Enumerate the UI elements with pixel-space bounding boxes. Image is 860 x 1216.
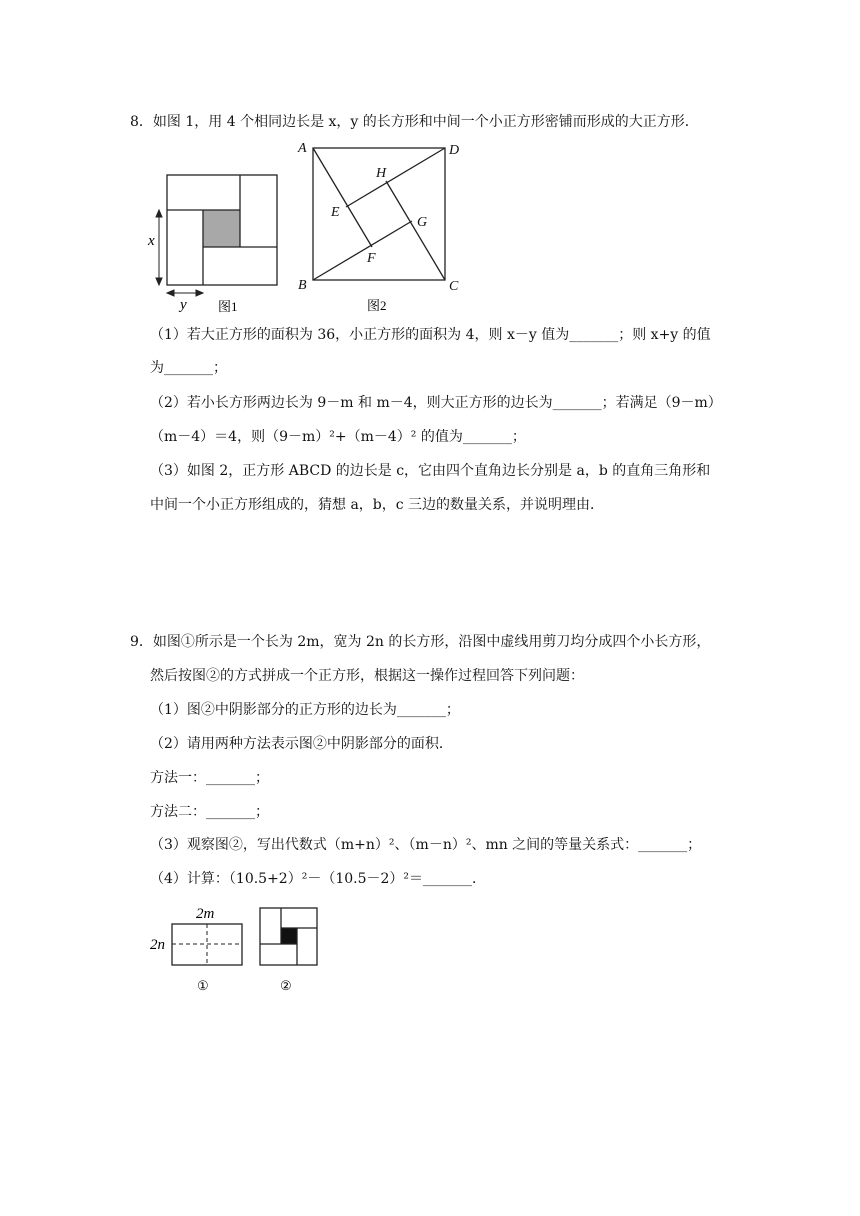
q9-stem-line1: 9．如图①所示是一个长为 2m，宽为 2n 的长方形，沿图中虚线用剪刀均分成四个小长方形， (130, 634, 711, 650)
q8-stem: 8．如图 1，用 4 个相同边长是 x，y 的长方形和中间一个小正方形密铺而形成的大正方形． (130, 114, 699, 130)
q9-part1: （1）图②中阴影部分的正方形的边长为_______； (150, 702, 460, 718)
q8-part1-line2: 为_______； (150, 360, 227, 376)
q8-part3-line2: 中间一个小正方形组成的，猜想 a，b，c 三边的数量关系，并说明理由． (150, 497, 605, 513)
q9-part2: （2）请用两种方法表示图②中阴影部分的面积． (150, 736, 453, 752)
circled-1-caption: ① (197, 978, 209, 993)
q9-method1: 方法一：_______； (150, 770, 269, 786)
q9-part4: （4）计算：（10.5+2）²－（10.5－2）²＝_______． (150, 871, 487, 887)
q8-figure-2 (290, 135, 480, 319)
label-x: x (148, 233, 155, 249)
vertex-b: B (298, 278, 307, 293)
label-y: y (180, 297, 187, 313)
vertex-d: D (449, 143, 460, 158)
q9-figure-2 (255, 900, 330, 999)
q8-figure-1 (140, 165, 290, 319)
circled-2-caption: ② (280, 978, 292, 993)
q8-part2-line1: （2）若小长方形两边长为 9－m 和 m－4，则大正方形的边长为_______；若满足（9－m） (150, 395, 722, 411)
shaded-center-square (281, 928, 297, 944)
q8-part1-line1: （1）若大正方形的面积为 36，小正方形的面积为 4，则 x－y 值为_______；则 x+y 的值 (150, 327, 711, 343)
label-2m: 2m (196, 906, 215, 922)
q8-part3-line1: （3）如图 2，正方形 ABCD 的边长是 c，它由四个直角边长分别是 a，b 的直角三角形和 (150, 463, 711, 479)
q9-stem-line2: 然后按图②的方式拼成一个正方形，根据这一操作过程回答下列问题： (150, 668, 584, 684)
q9-method2: 方法二：_______； (150, 804, 269, 820)
fig1-caption: 图1 (218, 299, 238, 314)
vertex-a: A (298, 141, 307, 156)
fig2-caption: 图2 (367, 298, 387, 313)
point-f: F (367, 251, 376, 266)
q9-figure-1 (148, 900, 258, 999)
q8-part2-line2: （m－4）＝4，则（9－m）²+（m－4）² 的值为_______； (150, 429, 526, 445)
vertex-c: C (449, 279, 459, 294)
point-h: H (376, 166, 387, 181)
q9-part3: （3）观察图②，写出代数式（m+n）²、（m－n）²、mn 之间的等量关系式：_______； (150, 837, 702, 853)
label-2n: 2n (150, 937, 165, 953)
small-square-shaded (203, 210, 240, 247)
point-e: E (331, 205, 340, 220)
point-g: G (417, 215, 428, 230)
